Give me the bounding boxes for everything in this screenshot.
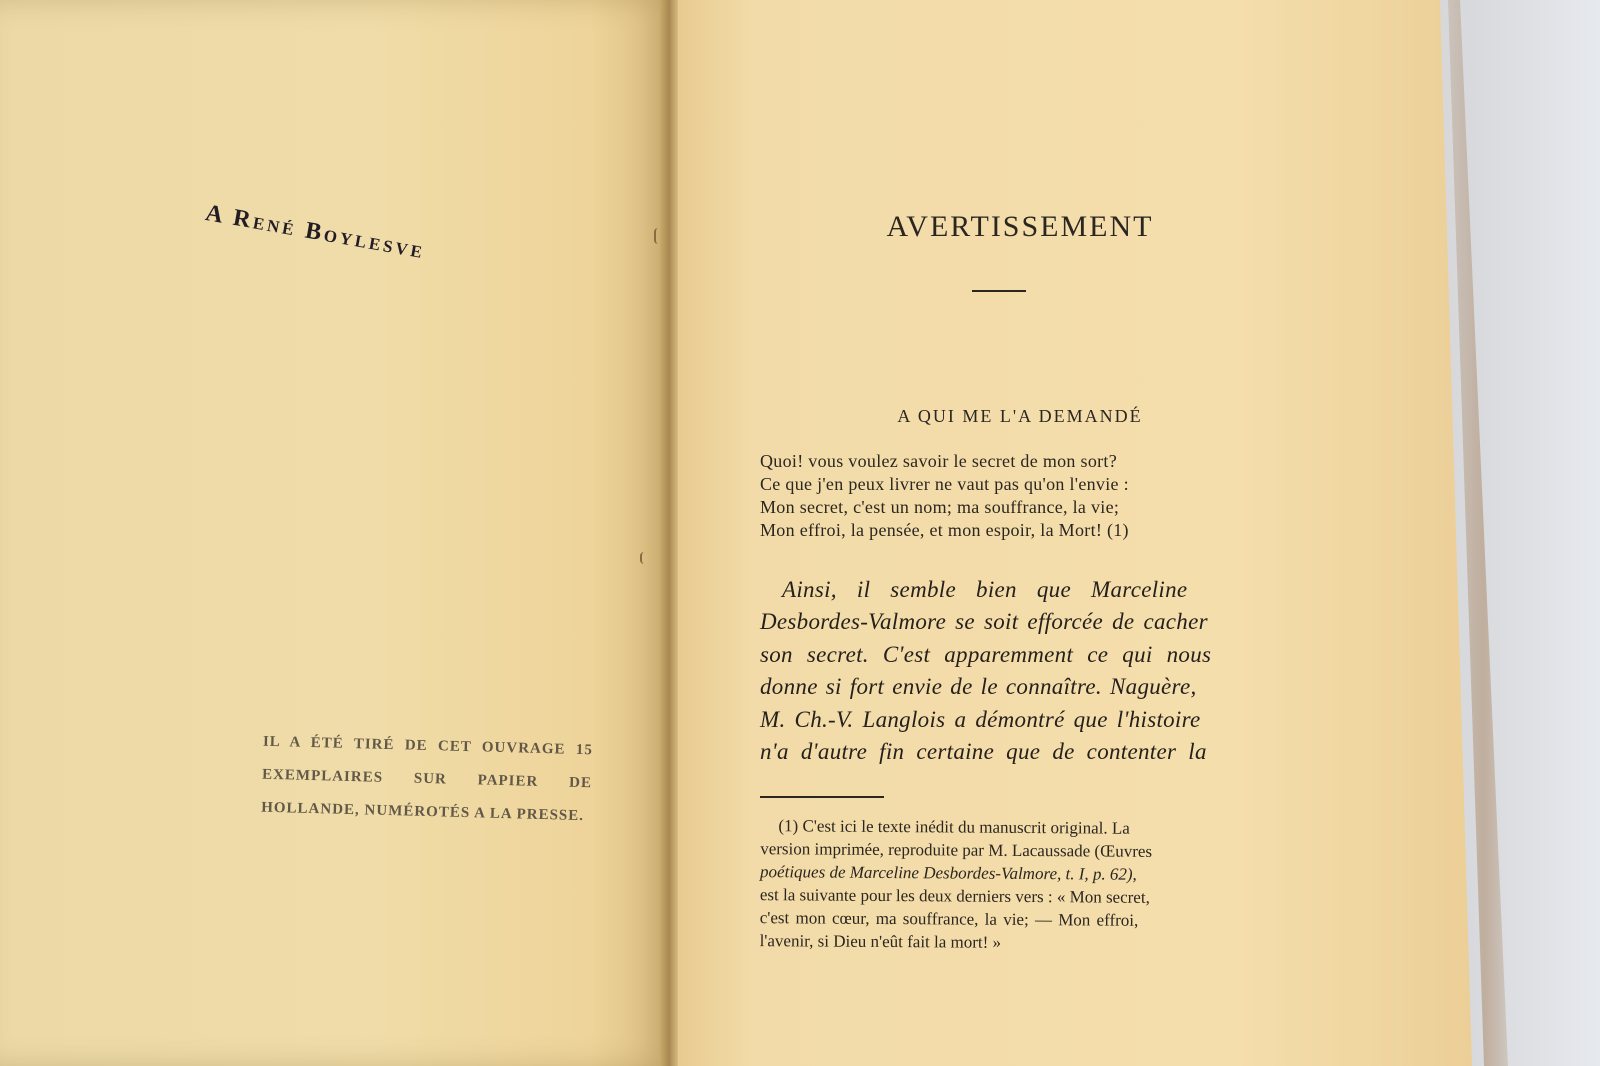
binding-thread-bottom xyxy=(640,552,652,564)
page-title: AVERTISSEMENT xyxy=(886,210,1154,243)
prose-line: M. Ch.-V. Langlois a démontré que l'histoire xyxy=(760,706,1201,732)
footnote-rule xyxy=(760,796,884,798)
binding-thread-top xyxy=(654,228,670,244)
footnote-line: l'avenir, si Dieu n'eût fait la mort! » xyxy=(759,931,1002,952)
poem-line: Mon effroi, la pensée, et mon espoir, la Mort! (1) xyxy=(760,520,1129,540)
poem xyxy=(760,450,1280,542)
poem-line: Mon secret, c'est un nom; ma souffrance, la vie; xyxy=(760,497,1120,517)
footnote-line: c'est mon cœur, ma souffrance, la vie; — Mon effroi, xyxy=(759,908,1139,930)
footnote-line: poétiques de Marceline Desbordes-Valmore, t. I, p. 62), xyxy=(760,862,1137,884)
poem-line: Quoi! vous voulez savoir le secret de mon sort? xyxy=(760,451,1118,471)
footnote-line: est la suivante pour les deux derniers vers : « Mon secret, xyxy=(759,885,1150,907)
book-gutter xyxy=(660,0,678,1066)
title-rule xyxy=(972,290,1026,292)
prose-line: Ainsi, il semble bien que Marceline xyxy=(782,577,1188,602)
footnote xyxy=(760,814,1295,956)
prose-line: n'a d'autre fin certaine que de contenter la xyxy=(760,739,1207,765)
colophon: IL A ÉTÉ TIRÉ DE CET OUVRAGE 15 EXEMPLAIRES SUR PAPIER DE HOLLANDE, NUMÉROTÉS A LA PRESSE. xyxy=(260,733,594,825)
left-page xyxy=(0,0,672,1066)
right-page-content xyxy=(760,0,1300,1066)
prose-line: son secret. C'est apparemment ce qui nous xyxy=(760,641,1212,667)
prose-line: donne si fort envie de le connaître. Naguère, xyxy=(760,674,1197,700)
footnote-line: (1) C'est ici le texte inédit du manuscrit original. La xyxy=(778,816,1130,838)
poem-heading: A QUI ME L'A DEMANDÉ xyxy=(897,406,1143,426)
prose-line: Desbordes-Valmore se soit efforcée de cacher xyxy=(760,609,1208,635)
prose-paragraph xyxy=(760,574,1282,768)
footnote-line: version imprimée, reproduite par M. Lacaussade (Œuvres xyxy=(760,839,1153,861)
dedication: A René Boylesve xyxy=(203,200,428,265)
poem-line: Ce que j'en peux livrer ne vaut pas qu'on l'envie : xyxy=(760,474,1129,494)
